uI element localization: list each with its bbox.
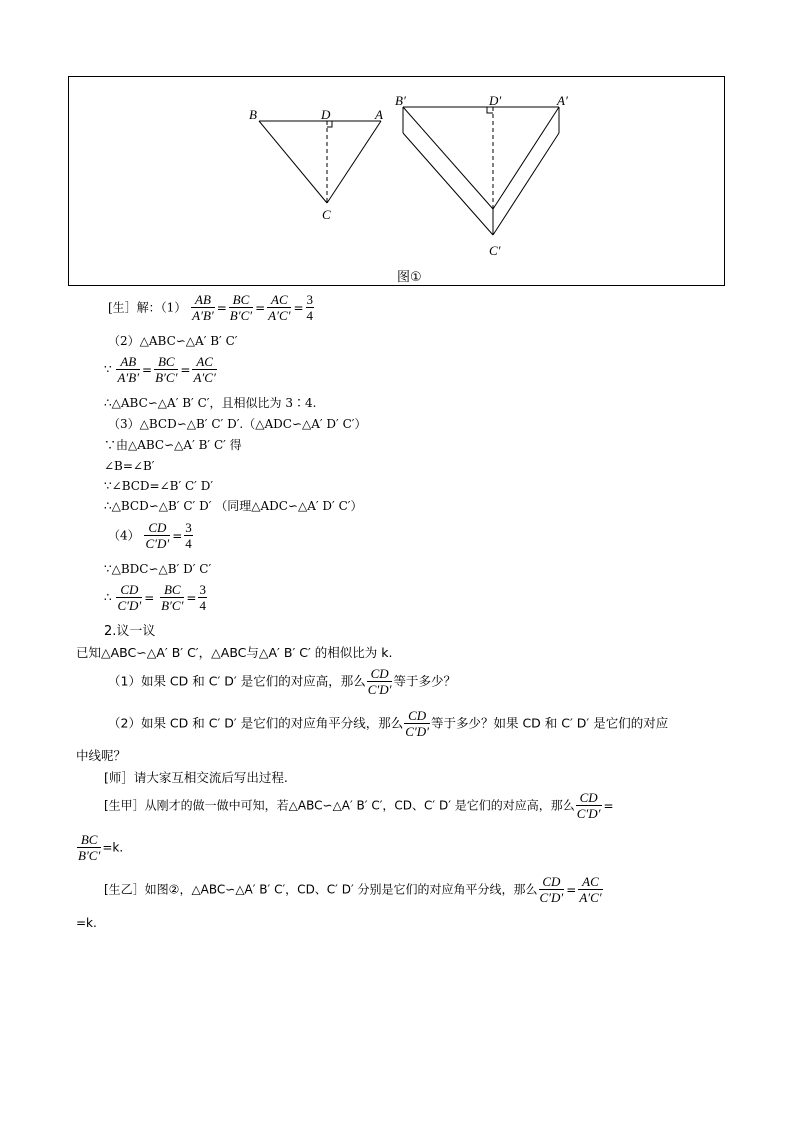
question-1: （1）如果 CD 和 C′ D′ 是它们的对应高，那么 $\frac{CD}{C'D'}$ 等于多少？ <box>108 666 456 697</box>
known-statement: 已知△ABC∽△A′ B′ C′，△ABC与△A′ B′ C′ 的相似比为 k. <box>76 645 393 660</box>
triangle-abc <box>259 121 381 203</box>
answer-line-3: ∵ $\frac{AB}{A'B'}$ = $\frac{BC}{B'C'}$ = $\frac{AC}{A'C'}$ <box>104 354 216 385</box>
answer-line-2: （2）△ABC∽△A′ B′ C′ <box>108 334 238 348</box>
answer-line-7: ∠B=∠B′ <box>104 459 155 473</box>
answer-line-12: ∴ $\frac{CD}{C'D'}$ = $\frac{BC}{B'C'}$ = $\frac{3}{4}$ <box>104 582 206 613</box>
figure-box <box>68 76 725 286</box>
fraction-cd: $\frac{CD}{C'D'}$ <box>145 520 170 551</box>
fraction-ac-2: $\frac{AC}{A'C'}$ <box>193 354 216 385</box>
fraction-bc: $\frac{BC}{B'C'}$ <box>229 292 253 323</box>
label-a: A <box>375 107 383 122</box>
label-c-prime: C′ <box>489 243 501 258</box>
fraction-cd-2: $\frac{CD}{C'D'}$ <box>117 582 142 613</box>
answer-line-4: ∴△ABC∽△A′ B′ C′，且相似比为 3∶4. <box>104 396 317 410</box>
student-a-answer-cont: $\frac{BC}{B'C'}$ =k. <box>78 832 124 863</box>
label-a-prime: A′ <box>557 93 568 108</box>
fraction-ac-s2: $\frac{AC}{A'C'}$ <box>579 874 602 905</box>
section-heading: 2.议一议 <box>104 624 156 639</box>
answer-line-9: ∴△BCD∽△B′ C′ D′ （同理△ADC∽△A′ D′ C′） <box>104 499 363 513</box>
answer-line-10: （4） $\frac{CD}{C'D'}$ = $\frac{3}{4}$ <box>108 520 192 551</box>
label-c: C <box>322 207 331 222</box>
fraction-cd-s2: $\frac{CD}{C'D'}$ <box>539 874 564 905</box>
label-b: B <box>249 107 257 122</box>
student-a-answer: [生甲］从刚才的做一做中可知，若△ABC∽△A′ B′ C′，CD、C′ D′ 是它们的对应高，那么 $\frac{CD}{C'D'}$ = <box>104 790 614 821</box>
fraction-3-4-c: $\frac{3}{4}$ <box>199 582 206 613</box>
answer-line-5: （3）△BCD∽△B′ C′ D′.（△ADC∽△A′ D′ C′） <box>108 417 367 431</box>
fraction-ab: $\frac{AB}{A'B'}$ <box>192 292 214 323</box>
student-b-answer-cont: =k. <box>76 916 97 930</box>
fraction-cd-s1: $\frac{CD}{C'D'}$ <box>576 790 601 821</box>
fraction-ac: $\frac{AC}{A'C'}$ <box>268 292 291 323</box>
question-2-continued: 中线呢？ <box>76 748 127 763</box>
triangle-abc-prime <box>403 107 559 235</box>
fraction-ab-2: $\frac{AB}{A'B'}$ <box>117 354 140 385</box>
answer-line-8: ∵∠BCD=∠B′ C′ D′ <box>104 479 214 493</box>
answer-line-1: [生］解：（1） $\frac{AB}{A'B'}$ = $\frac{BC}{B'C'}$ = $\frac{AC}{A'C'}$ = $\frac{3}{4}$ <box>108 292 314 323</box>
label-b-prime: B′ <box>395 93 406 108</box>
answer-prefix: [生］解：（1） <box>108 300 187 315</box>
label-d-prime: D′ <box>489 93 502 108</box>
fraction-3-4-b: $\frac{3}{4}$ <box>185 520 192 551</box>
fraction-cd-q2: $\frac{CD}{C'D'}$ <box>405 708 429 739</box>
fraction-cd-q1: $\frac{CD}{C'D'}$ <box>367 666 392 697</box>
question-2: （2）如果 CD 和 C′ D′ 是它们的对应角平分线，那么 $\frac{CD}{C'D'}$ 等于多少？如果 CD 和 C′ D′ 是它们的对应 <box>108 708 669 739</box>
fraction-3-4: $\frac{3}{4}$ <box>306 292 314 323</box>
fraction-bc-s1: $\frac{BC}{B'C'}$ <box>78 832 101 863</box>
figure-caption: 图① <box>397 270 422 285</box>
similar-triangles-figure <box>69 77 724 285</box>
fraction-bc-2: $\frac{BC}{B'C'}$ <box>155 354 178 385</box>
fraction-bc-3: $\frac{BC}{B'C'}$ <box>161 582 184 613</box>
student-b-answer: [生乙］如图②，△ABC∽△A′ B′ C′，CD、C′ D′ 分别是它们的对应角平分线，那么 $\frac{CD}{C'D'}$ = $\frac{AC}{A'C'}$ <box>104 874 602 905</box>
teacher-prompt: [师］请大家互相交流后写出过程. <box>104 770 288 785</box>
label-d: D <box>321 107 331 122</box>
answer-line-6: ∵由△ABC∽△A′ B′ C′ 得 <box>104 438 242 452</box>
answer-line-11: ∵△BDC∽△B′ D′ C′ <box>104 562 212 576</box>
